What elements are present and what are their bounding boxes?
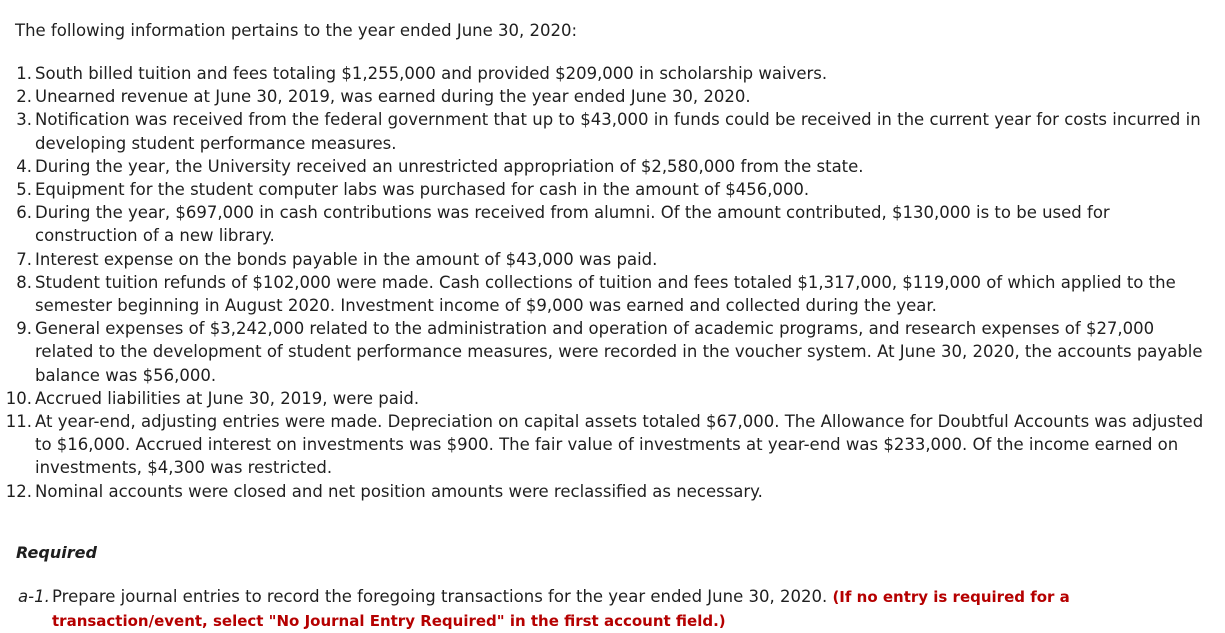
- item-number: 11.: [5, 412, 32, 432]
- item-text: Notification was received from the federal government that up to $43,000 in funds could be received in the current year for costs incurred in developing student performance measures.: [35, 110, 1201, 153]
- part-a1: [18, 585, 1208, 633]
- transaction-list: [0, 62, 1225, 503]
- item-text: Accrued liabilities at June 30, 2019, were paid.: [35, 388, 420, 408]
- item-number: 10.: [5, 388, 32, 408]
- item-number: 3.: [16, 110, 32, 130]
- list-item: [0, 271, 1225, 317]
- part-text-block: [52, 585, 1202, 633]
- item-text: Nominal accounts were closed and net position amounts were reclassified as necessary.: [35, 481, 763, 501]
- part-label: a-1.: [18, 587, 50, 606]
- item-number: 8.: [16, 272, 32, 292]
- intro-text: The following information pertains to the year ended June 30, 2020:: [15, 21, 578, 40]
- part-instruction-text: Prepare journal entries to record the foregoing transactions for the year ended June 30, 2020.: [52, 587, 828, 606]
- item-text: During the year, $697,000 in cash contributions was received from alumni. Of the amount contributed, $130,000 is to be used for construction of a new library.: [35, 203, 1110, 246]
- item-text: At year-end, adjusting entries were made. Depreciation on capital assets totaled $67,000. The Allowance for Doubtful Accounts was adjusted to $16,000. Accrued interest on investments was $900. The fair value of investments at year-end was $233,000. Of the income earned on investments, $4,300 was restricted.: [35, 412, 1204, 478]
- item-number: 4.: [16, 156, 32, 176]
- item-number: 5.: [16, 180, 32, 200]
- item-text: During the year, the University received an unrestricted appropriation of $2,580,000 from the state.: [35, 156, 864, 176]
- item-text: South billed tuition and fees totaling $1,255,000 and provided $209,000 in scholarship waivers.: [35, 64, 828, 83]
- list-item: [0, 480, 1225, 503]
- item-text: Interest expense on the bonds payable in the amount of $43,000 was paid.: [35, 249, 658, 269]
- item-number: 9.: [16, 319, 32, 339]
- list-item: [0, 178, 1225, 201]
- required-heading: Required: [16, 543, 97, 562]
- item-number: 7.: [16, 249, 32, 269]
- item-text: Student tuition refunds of $102,000 were made. Cash collections of tuition and fees totaled $1,317,000, $119,000 of which applied to the semester beginning in August 2020. Investment income of $9,000 was earned and collected during the year.: [35, 272, 1176, 316]
- list-item: [0, 317, 1225, 387]
- list-item: [0, 85, 1225, 108]
- part-emphasis-note: (If no entry is required for a transaction/event, select "No Journal Entry Required" in the first account field.): [52, 588, 1070, 631]
- item-text: Unearned revenue at June 30, 2019, was earned during the year ended June 30, 2020.: [35, 87, 751, 107]
- item-number: 6.: [16, 203, 32, 223]
- item-text: Equipment for the student computer labs was purchased for cash in the amount of $456,000.: [35, 180, 810, 200]
- list-item: [0, 62, 1225, 85]
- list-item: [0, 155, 1225, 178]
- item-number: 12.: [5, 481, 32, 501]
- item-text: General expenses of $3,242,000 related to the administration and operation of academic programs, and research expenses of $27,000 related to the development of student performance measures, were recorded in the voucher system. At June 30, 2020, the accounts payable balance was $56,000.: [35, 319, 1203, 385]
- list-item: [0, 108, 1225, 154]
- item-number: 2.: [16, 87, 32, 107]
- item-number: 1.: [16, 64, 32, 83]
- part-a1-row: [18, 585, 1208, 633]
- list-item: [0, 201, 1225, 247]
- list-item: [0, 410, 1225, 480]
- list-item: [0, 248, 1225, 271]
- list-item: [0, 387, 1225, 410]
